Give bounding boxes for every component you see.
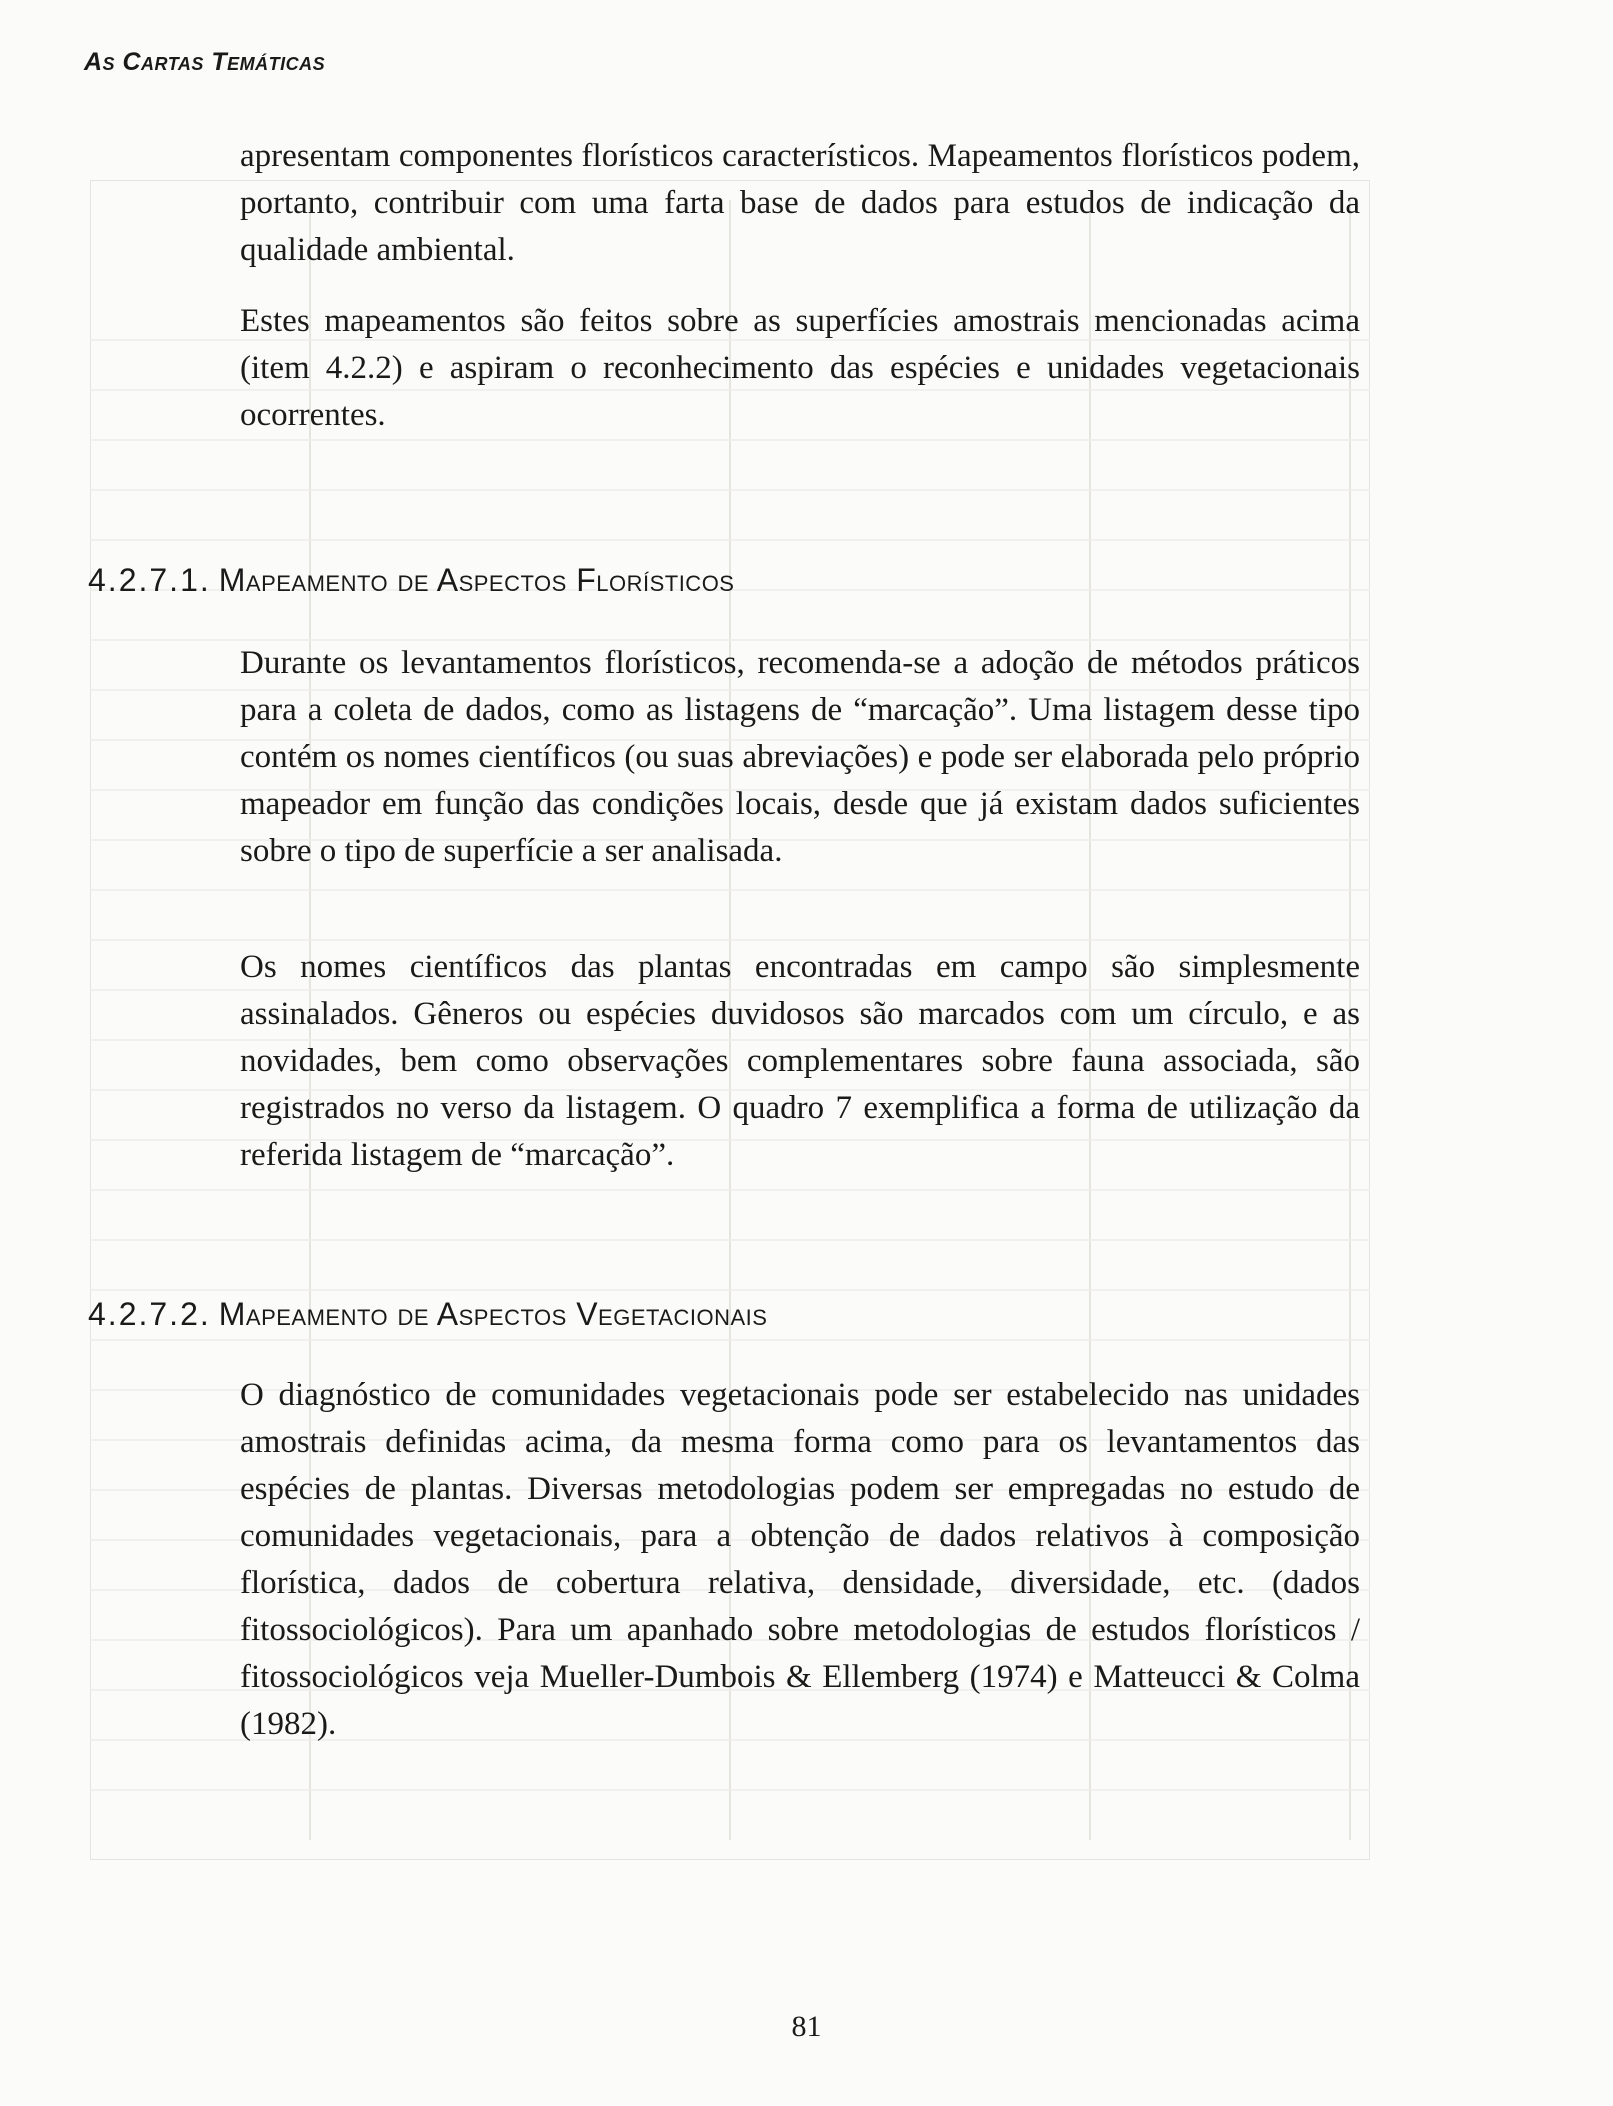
section-number: 4.2.7.1. [88, 562, 211, 598]
section-heading-floristic [88, 562, 734, 599]
paragraph-sampling-surfaces: Estes mapeamentos são feitos sobre as superfícies amostrais mencionadas acima (item 4.2.2) e aspiram o reconhecimento das espécies e unidades vegetacionais ocorrentes. [240, 303, 1360, 433]
section-title: Mapeamento de Aspectos Vegetacionais [218, 1296, 768, 1332]
paragraph-community-diagnosis: O diagnóstico de comunidades vegetacionais pode ser estabelecido nas unidades amostrais definidas acima, da mesma forma como para os levantamentos das espécies de plantas. Diversas metodologias podem ser empregadas no estudo de comunidades vegetacionais, para a obtenção de dados relativos à composição florística, dados de cobertura relativa, densidade, diversidade, etc. (dados fitossociológicos). Para um apanhado sobre metodologias de estudos florísticos / fitossociológicos veja Mueller-Dumbois & Ellemberg (1974) e Matteucci & Colma (1982). [240, 1377, 1360, 1742]
paragraph-scientific-names: Os nomes científicos das plantas encontradas em campo são simplesmente assinalados. Gêneros ou espécies duvidosos são marcados com um círculo, e as novidades, bem como observações complementares sobre fauna associada, são registrados no verso da listagem. O quadro 7 exemplifica a forma de utilização da referida listagem de “marcação”. [240, 949, 1360, 1173]
section-number: 4.2.7.2. [88, 1296, 211, 1332]
section-heading-vegetational [88, 1296, 767, 1333]
paragraph-floristic-intro: apresentam componentes florísticos característicos. Mapeamentos florísticos podem, portanto, contribuir com uma farta base de dados para estudos de indicação da qualidade ambiental. [240, 138, 1360, 268]
running-header: As Cartas Temáticas [84, 48, 326, 76]
page-number: 81 [791, 2010, 822, 2043]
paragraph-surveys: Durante os levantamentos florísticos, recomenda-se a adoção de métodos práticos para a coleta de dados, como as listagens de “marcação”. Uma listagem desse tipo contém os nomes científicos (ou suas abreviações) e pode ser elaborada pelo próprio mapeador em função das condições locais, desde que já existam dados suficientes sobre o tipo de superfície a ser analisada. [240, 645, 1360, 869]
section-title: Mapeamento de Aspectos Florísticos [218, 562, 735, 598]
